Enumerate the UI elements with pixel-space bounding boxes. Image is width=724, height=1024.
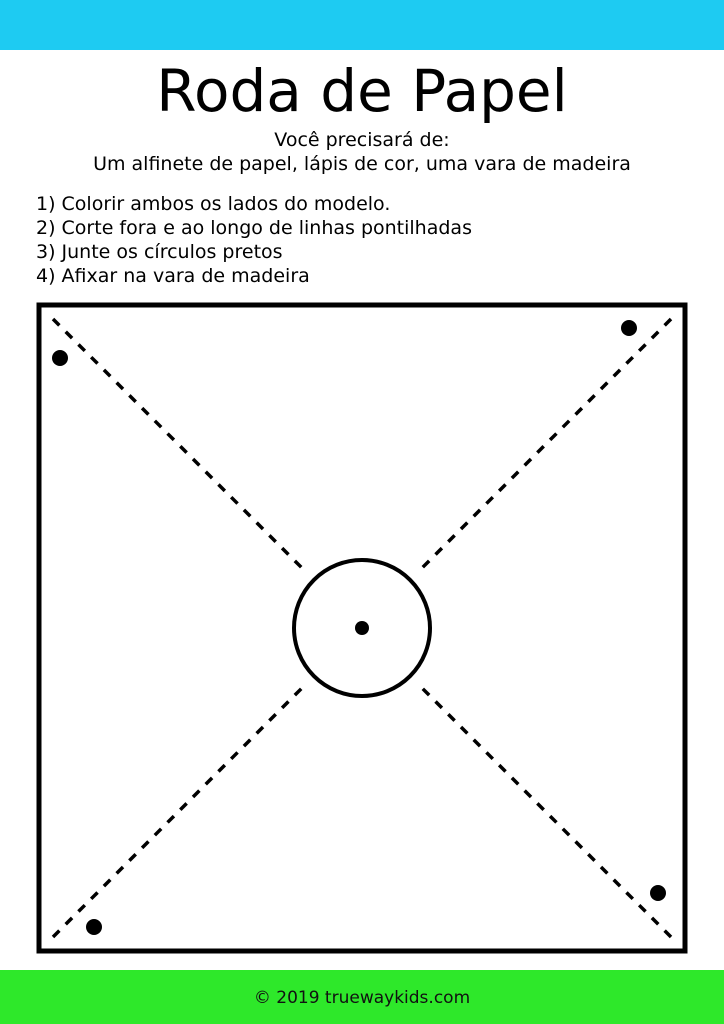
corner-dot-top-right: [621, 320, 637, 336]
instruction-step: 1) Colorir ambos os lados do modelo.: [36, 193, 391, 215]
cut-line-bottom-right: [420, 686, 671, 937]
corner-dot-top-left: [52, 350, 68, 366]
instructions-list: [36, 192, 472, 288]
cut-line-top-right: [420, 319, 671, 570]
materials-list: Um alfinete de papel, lápis de cor, uma vara de madeira: [93, 153, 631, 175]
cut-line-bottom-left: [53, 684, 306, 937]
corner-dot-bottom-left: [86, 919, 102, 935]
copyright-text: © 2019 truewaykids.com: [253, 988, 471, 1008]
center-pin-dot: [355, 621, 369, 635]
page-title: Roda de Papel: [156, 57, 568, 125]
cut-line-top-left: [53, 319, 306, 572]
instruction-step: 2) Corte fora e ao longo de linhas pontilhadas: [36, 217, 472, 239]
corner-dot-bottom-right: [650, 885, 666, 901]
materials-heading: Você precisará de:: [274, 129, 450, 151]
pinwheel-template: [36, 302, 688, 954]
footer-bar: [0, 970, 724, 1024]
top-color-bar: [0, 0, 724, 50]
instruction-step: 4) Afixar na vara de madeira: [36, 265, 310, 287]
materials-section: [0, 128, 724, 176]
instruction-step: 3) Junte os círculos pretos: [36, 241, 283, 263]
